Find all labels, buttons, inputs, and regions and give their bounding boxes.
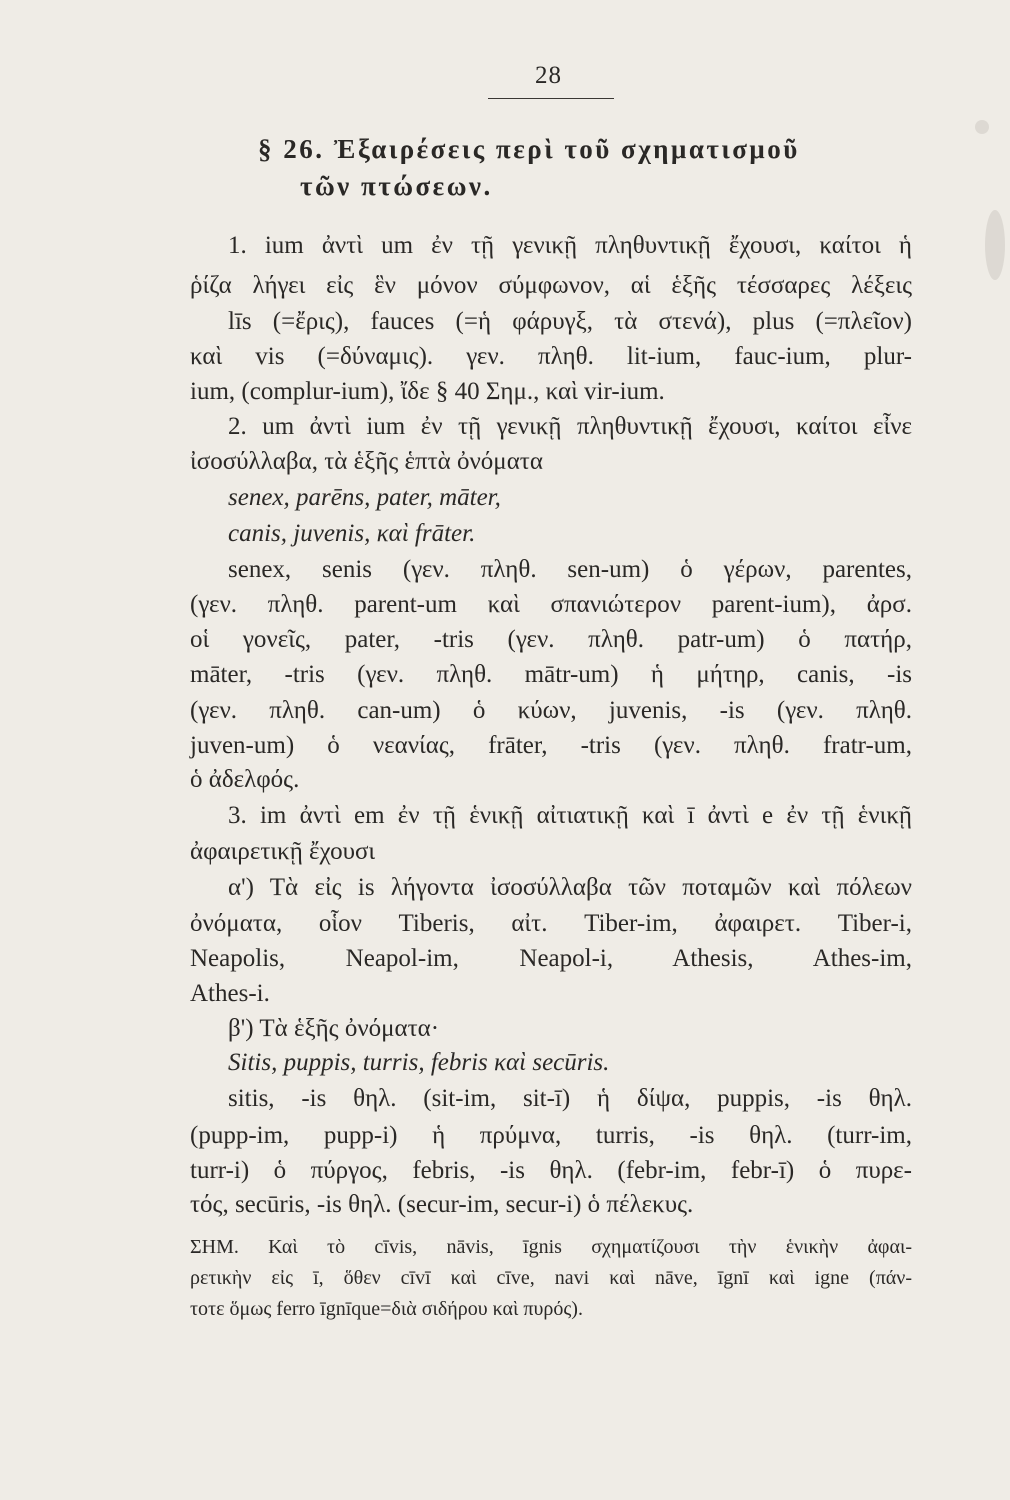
body-line: οἱ γονεῖς, pater, -tris (γεν. πληθ. patr-um) ὁ πατήρ, [190,626,912,653]
body-line: juven-um) ὁ νεανίας, frāter, -tris (γεν. πληθ. fratr-um, [190,732,912,759]
body-line: sitis, -is θηλ. (sit-im, sit-ī) ἡ δίψα, puppis, -is θηλ. [228,1085,912,1112]
body-line: (pupp-im, pupp-i) ἡ πρύμνα, turris, -is θηλ. (turr-im, [190,1122,912,1149]
body-line: senex, senis (γεν. πληθ. sen-um) ὁ γέρων, parentes, [228,556,912,583]
body-line: (γεν. πληθ. can-um) ὁ κύων, juvenis, -is (γεν. πληθ. [190,697,912,724]
body-line: β') Τὰ ἑξῆς ὀνόματα· [228,1015,440,1042]
body-line: (γεν. πληθ. parent-um καὶ σπανιώτερον parent-ium), ἀρσ. [190,591,912,618]
body-line: ὁ ἀδελφός. [190,766,300,793]
note-line: τοτε ὅμως ferro īgnīque=διὰ σιδήρου καὶ πυρός). [190,1298,583,1320]
body-line: καὶ vis (=δύναμις). γεν. πληθ. lit-ium, fauc-ium, plur- [190,343,912,370]
verse-line: Sitis, puppis, turris, febris καὶ secūris. [228,1049,610,1076]
body-line: 2. um ἀντὶ ium ἐν τῇ γενικῇ πληθυντικῇ ἔχουσι, καίτοι εἶνε [228,413,912,440]
body-line: ῥίζα λήγει εἰς ἓν μόνον σύμφωνον, αἱ ἑξῆς τέσσαρες λέξεις [190,272,912,299]
note-line: ΣΗΜ. Καὶ τὸ cīvis, nāvis, īgnis σχηματίζουσι τὴν ἑνικὴν ἀφαι- [190,1236,912,1258]
section-title-line-1: § 26. Ἐξαιρέσεις περὶ τοῦ σχηματισμοῦ [258,134,800,164]
body-line: līs (=ἔρις), fauces (=ἡ φάρυγξ, τὰ στενά), plus (=πλεῖον) [228,308,912,335]
body-line: Athes-i. [190,980,270,1007]
body-line: Neapolis, Neapol-im, Neapol-i, Athesis, Athes-im, [190,945,912,972]
page-number-rule [488,98,614,99]
note-line: ρετικὴν εἰς ī, ὅθεν cīvī καὶ cīve, navi καὶ nāve, īgnī καὶ igne (πάν- [190,1267,912,1289]
paper-blemish [975,120,989,134]
body-line: 1. ium ἀντὶ um ἐν τῇ γενικῇ πληθυντικῇ ἔχουσι, καίτοι ἡ [228,232,912,259]
body-line: ium, (complur-ium), ἴδε § 40 Σημ., καὶ vir-ium. [190,378,665,405]
body-line: τός, secūris, -is θηλ. (secur-im, secur-i) ὁ πέλεκυς. [190,1191,694,1218]
body-line: ἰσοσύλλαβα, τὰ ἑξῆς ἑπτὰ ὀνόματα [190,448,543,475]
verse-line: canis, juvenis, καὶ frāter. [228,520,476,547]
body-line: 3. im ἀντὶ em ἐν τῇ ἑνικῇ αἰτιατικῇ καὶ ī ἀντὶ e ἐν τῇ ἑνικῇ [228,802,912,829]
body-line: turr-i) ὁ πύργος, febris, -is θηλ. (febr-im, febr-ī) ὁ πυρε- [190,1157,912,1184]
body-line: α') Τὰ εἰς is λήγοντα ἰσοσύλλαβα τῶν ποταμῶν καὶ πόλεων [228,874,912,901]
verse-line: senex, parēns, pater, māter, [228,484,501,511]
body-line: ἀφαιρετικῇ ἔχουσι [190,838,376,865]
body-line: māter, -tris (γεν. πληθ. mātr-um) ἡ μήτηρ, canis, -is [190,661,912,688]
page-number: 28 [535,62,562,89]
body-line: ὀνόματα, οἷον Tiberis, αἰτ. Tiber-im, ἀφαιρετ. Tiber-i, [190,910,912,937]
paper-blemish [985,210,1005,280]
section-title-line-2: τῶν πτώσεων. [300,171,493,201]
